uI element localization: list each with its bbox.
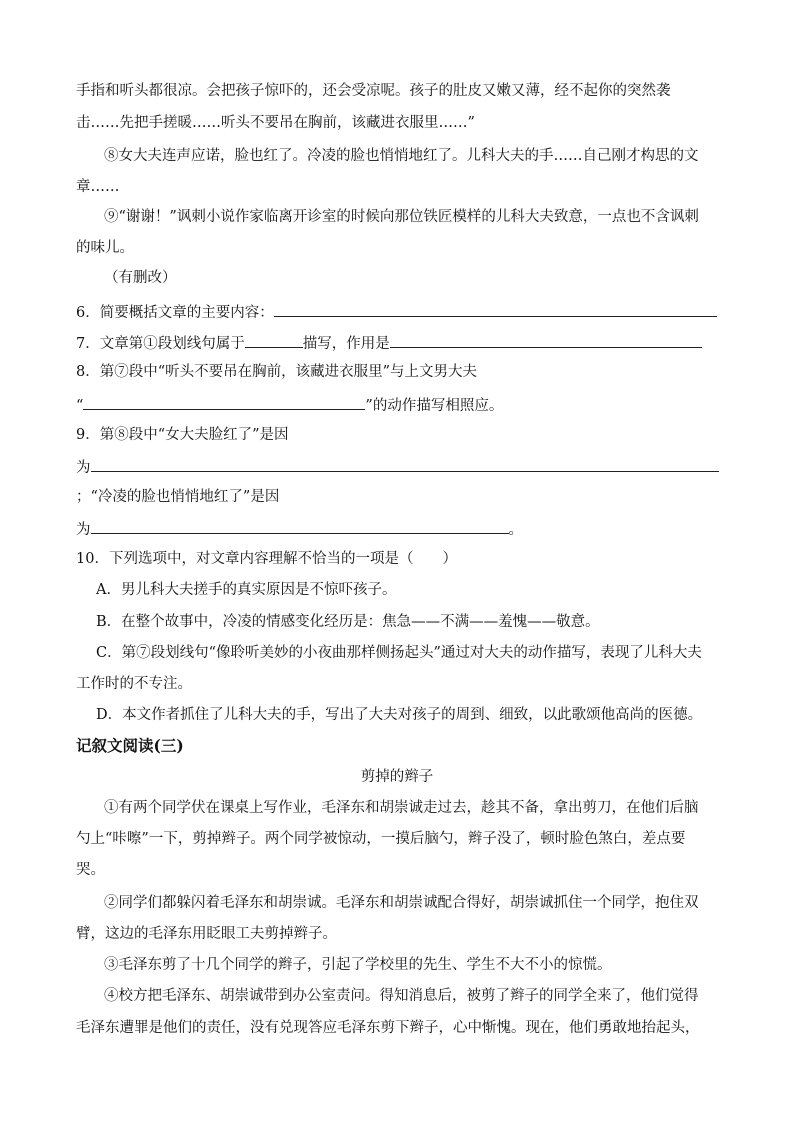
answer-blank[interactable] (274, 301, 717, 317)
question-6-text: 6．简要概括文章的主要内容： (76, 305, 274, 321)
question-8: 8．第⑦段中“听头不要吊在胸前，该藏进衣服里”与上文男大夫 (76, 364, 478, 380)
paragraph-8: ⑧女大夫连声应诺，脸也红了。冷凌的脸也悄悄地红了。儿科大夫的手……自己刚才构思的文 (104, 148, 699, 164)
question-9-line3: ；“冷凌的脸也悄悄地红了”是因 (76, 489, 280, 505)
paragraph-9: ⑨“谢谢！”讽刺小说作家临离开诊室的时候向那位铁匠模样的儿科大夫致意，一点也不含讽刺 (104, 209, 699, 225)
option-a[interactable]: A．男儿科大夫搓手的真实原因是不惊吓孩子。 (96, 582, 397, 598)
paragraph-3: ③毛泽东剪了十几个同学的辫子，引起了学校里的先生、学生不大不小的惊慌。 (104, 957, 612, 973)
answer-blank[interactable] (91, 518, 509, 534)
section-heading: 记叙文阅读(三) (76, 736, 184, 755)
question-9-line2 (76, 456, 719, 478)
question-8-cont (76, 394, 503, 416)
paragraph-9-cont: 的味儿。 (76, 240, 134, 256)
option-b[interactable]: B．在整个故事中，冷凌的情感变化经历是：焦急——不满——羞愧——敬意。 (96, 614, 600, 630)
paragraph-4-cont: 毛泽东遭罪是他们的责任，没有兑现答应毛泽东剪下辫子，心中惭愧。现在，他们勇敢地抬起头， (76, 1020, 700, 1036)
question-7-text: 7．文章第①段划线句属于 (76, 336, 245, 352)
option-c-cont: 工作时的不专注。 (76, 676, 192, 692)
answer-blank[interactable] (245, 332, 303, 348)
paragraph-1-cont: 勺上“咔嚓”一下，剪掉辫子。两个同学被惊动，一摸后脑勺，辫子没了，顿时脸色煞白，差点要 (76, 831, 686, 847)
paragraph-2-cont: 臂，这边的毛泽东用眨眼工夫剪掉辫子。 (76, 926, 337, 942)
question-9-end: 。 (508, 522, 523, 538)
paragraph-1-end: 哭。 (76, 862, 105, 878)
paragraph-8-cont: 章…… (76, 179, 120, 195)
paragraph-2: ②同学们都躲闪着毛泽东和胡崇诚。毛泽东和胡崇诚配合得好，胡崇诚抓住一个同学，抱住双 (104, 895, 699, 911)
option-d[interactable]: D．本文作者抓住了儿科大夫的手，写出了大夫对孩子的周到、细致，以此歌颂他高尚的医德。 (96, 707, 703, 723)
question-9-line4 (76, 518, 523, 540)
question-9-text-d: 为 (76, 522, 91, 538)
quote-open: “ (76, 398, 84, 414)
question-7-text-b: 描写，作用是 (302, 336, 390, 352)
source-note: （有删改） (104, 270, 177, 286)
passage-line: 击……先把手搓暖……听头不要吊在胸前，该藏进衣服里……” (76, 115, 475, 131)
answer-blank[interactable] (83, 394, 365, 410)
answer-blank[interactable] (390, 332, 702, 348)
question-9: 9．第⑧段中“女大夫脸红了”是因 (76, 427, 289, 443)
question-6 (76, 301, 717, 323)
question-7 (76, 332, 702, 354)
passage-line: 手指和听头都很凉。会把孩子惊吓的，还会受凉呢。孩子的肚皮又嫩又薄，经不起你的突然袭 (76, 83, 671, 99)
article-title: 剪掉的辫子 (360, 769, 434, 785)
question-10: 10．下列选项中，对文章内容理解不恰当的一项是（ ） (76, 551, 457, 567)
paragraph-1: ①有两个同学伏在课桌上写作业，毛泽东和胡崇诚走过去，趁其不备，拿出剪刀，在他们后脑 (104, 800, 699, 816)
question-9-text: 为 (76, 460, 91, 476)
answer-blank[interactable] (91, 456, 719, 472)
option-c[interactable]: C．第⑦段划线句“像聆听美妙的小夜曲那样侧扬起头”通过对大夫的动作描写，表现了儿科大夫 (96, 645, 702, 661)
question-8-tail: ”的动作描写相照应。 (365, 398, 504, 414)
paragraph-4: ④校方把毛泽东、胡崇诚带到办公室责问。得知消息后，被剪了辫子的同学全来了，他们觉得 (104, 988, 699, 1004)
